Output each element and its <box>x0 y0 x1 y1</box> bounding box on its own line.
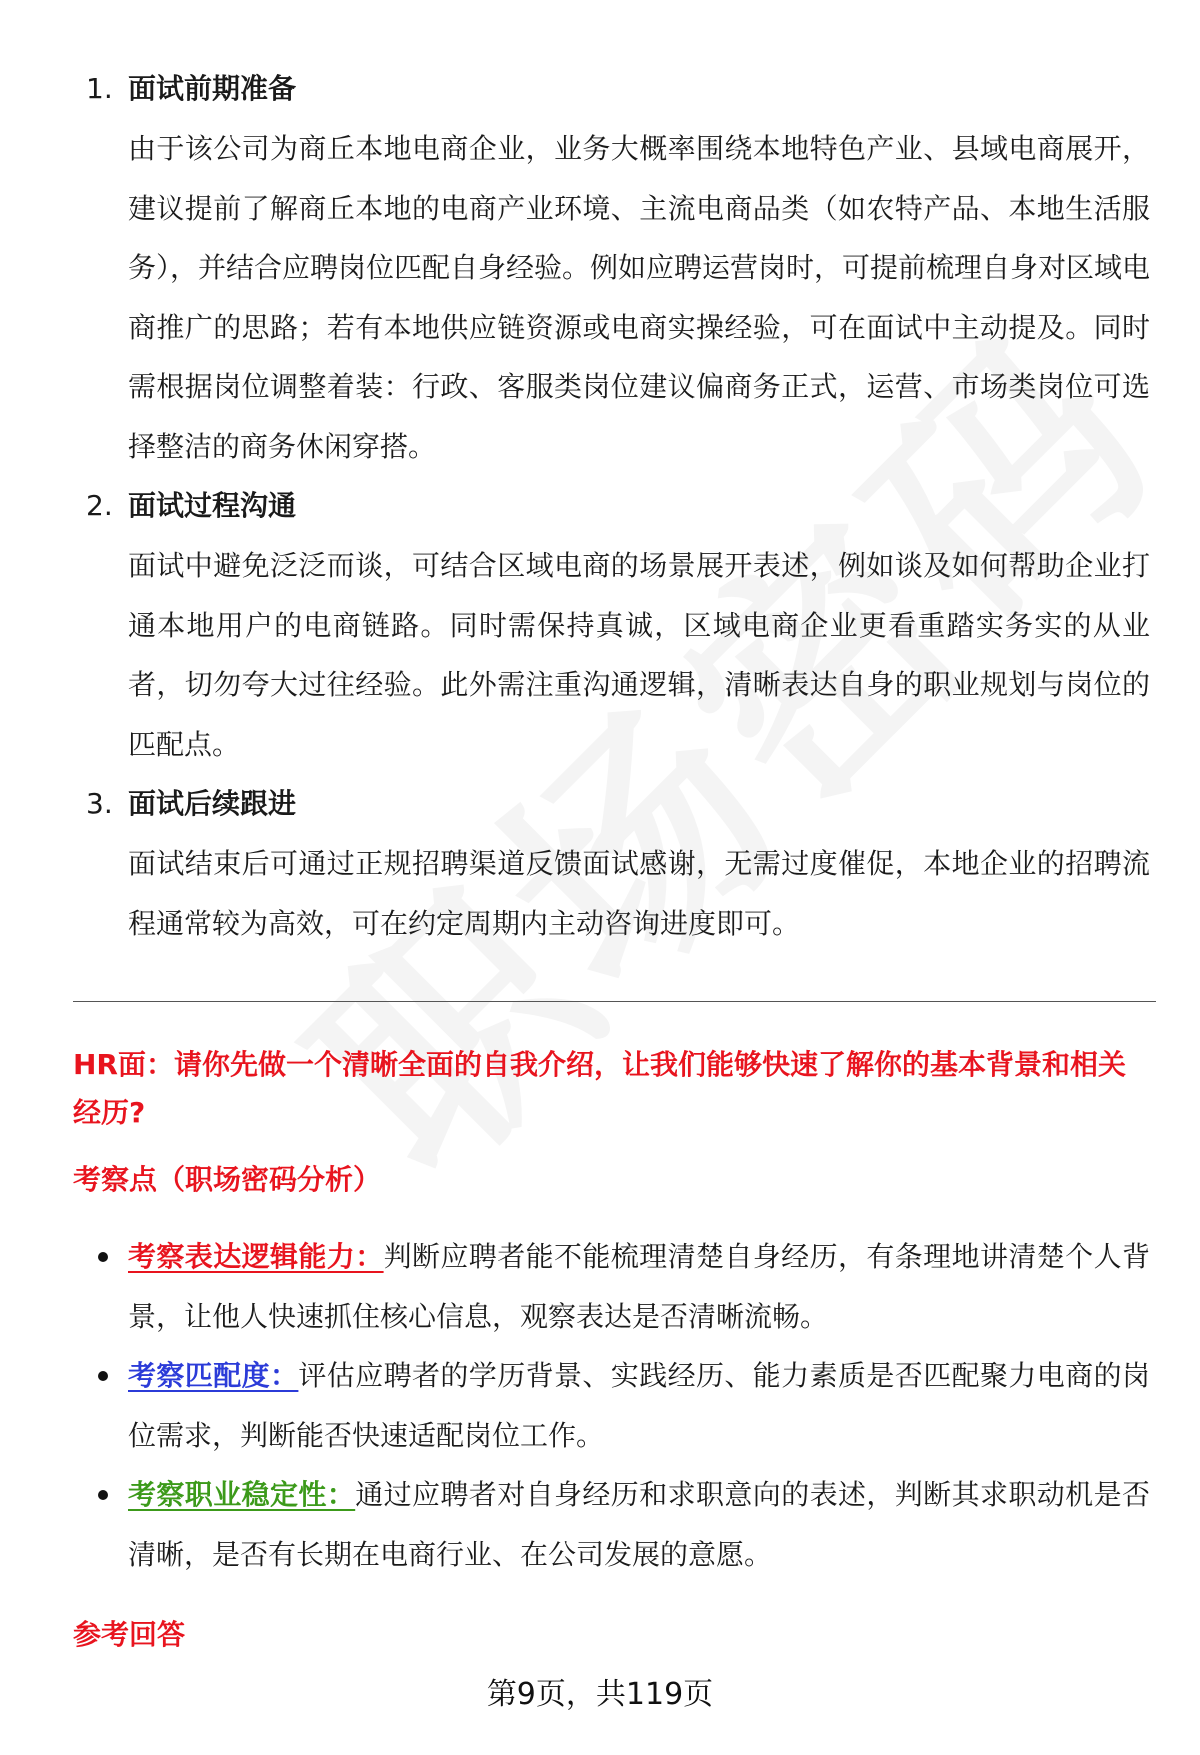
step-body: 面试中避免泛泛而谈，可结合区域电商的场景展开表述，例如谈及如何帮助企业打通本地用户的电商链路。同时需保持真诚，区域电商企业更看重踏实务实的从业者，切勿夸大过往经验。此外需注重沟通逻辑，清晰表达自身的职业规划与岗位的匹配点。 <box>128 549 1150 761</box>
analysis-label: 考察点（职场密码分析） <box>73 1163 382 1196</box>
page-number: 第9页，共119页 <box>486 1677 714 1712</box>
point-text: 评估应聘者的学历背景、实践经历、能力素质是否匹配聚力电商的岗位需求，判断能否快速适配岗位工作。 <box>128 1359 1150 1452</box>
interview-tips-list <box>0 59 1200 953</box>
step-body: 面试结束后可通过正规招聘渠道反馈面试感谢，无需过度催促，本地企业的招聘流程通常较为高效，可在约定周期内主动咨询进度即可。 <box>128 847 1150 940</box>
step-title: 面试后续跟进 <box>128 787 297 820</box>
point-keyword: 考察表达逻辑能力： <box>128 1240 384 1273</box>
point-keyword: 考察匹配度： <box>128 1359 299 1392</box>
hr-question-heading: HR面：请你先做一个清晰全面的自我介绍，让我们能够快速了解你的基本背景和相关经历? <box>73 1048 1126 1129</box>
step-title: 面试前期准备 <box>128 72 297 105</box>
point-text: 通过应聘者对自身经历和求职意向的表述，判断其求职动机是否清晰，是否有长期在电商行业、在公司发展的意愿。 <box>128 1478 1150 1571</box>
list-item <box>0 1465 1200 1584</box>
step-body: 由于该公司为商丘本地电商企业，业务大概率围绕本地特色产业、县域电商展开，建议提前了解商丘本地的电商产业环境、主流电商品类（如农特产品、本地生活服务），并结合应聘岗位匹配自身经验。例如应聘运营岗时，可提前梳理自身对区域电商推广的思路；若有本地供应链资源或电商实操经验，可在面试中主动提及。同时需根据岗位调整着装：行政、客服类岗位建议偏商务正式，运营、市场类岗位可选择整洁的商务休闲穿搭。 <box>128 132 1151 463</box>
list-item <box>0 774 1200 953</box>
bullet-icon <box>98 1371 108 1381</box>
list-number: 3. <box>86 787 113 820</box>
list-number: 1. <box>86 72 113 105</box>
list-item <box>0 1346 1200 1465</box>
point-keyword: 考察职业稳定性： <box>128 1478 356 1511</box>
point-text: 判断应聘者能不能梳理清楚自身经历，有条理地讲清楚个人背景，让他人快速抓住核心信息，观察表达是否清晰流畅。 <box>128 1240 1150 1333</box>
bullet-icon <box>98 1252 108 1262</box>
list-number: 2. <box>86 489 113 522</box>
reference-answer-label: 参考回答 <box>73 1618 186 1651</box>
section-divider <box>73 1001 1156 1002</box>
list-item <box>0 59 1200 476</box>
list-item <box>0 476 1200 774</box>
bullet-icon <box>98 1490 108 1500</box>
step-title: 面试过程沟通 <box>128 489 297 522</box>
assessment-points-list <box>0 1227 1200 1584</box>
list-item <box>0 1227 1200 1346</box>
